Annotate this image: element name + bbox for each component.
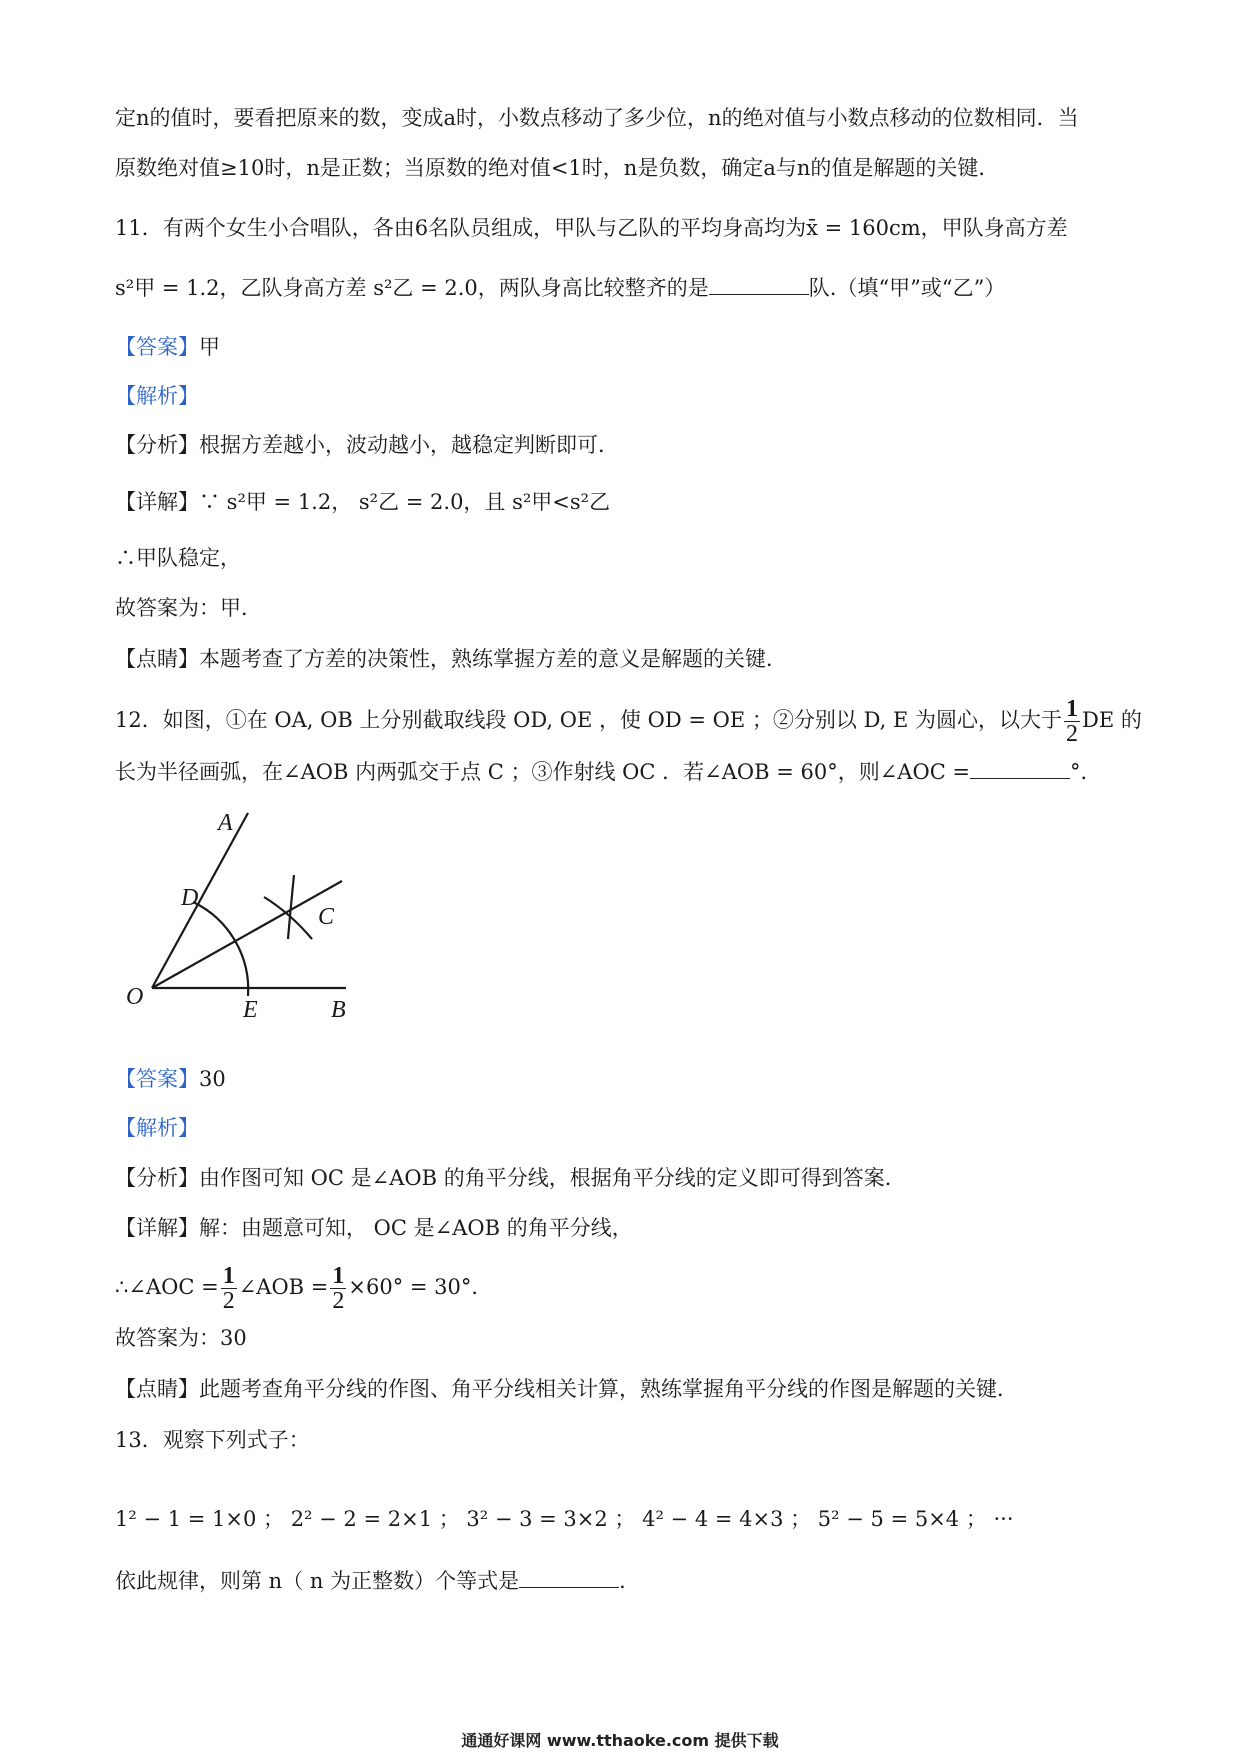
- q12-calc-frac-2: [330, 1264, 346, 1313]
- label-d: D: [181, 885, 199, 911]
- q11-dianjing-tag: 【点睛】: [115, 647, 199, 671]
- q11-fenxi-tag: 【分析】: [115, 433, 199, 457]
- arc-from-e: [288, 875, 294, 939]
- q12-stem-1a: 12．如图，①在 OA, OB 上分别截取线段 OD, OE ，使 OD = OE ；②分别以 D, E 为圆心，以大于: [115, 708, 1063, 732]
- q12-analysis-line: [115, 1113, 199, 1143]
- q11-analysis-line: [115, 381, 199, 411]
- q13-equations: 1² − 1 = 1×0 ； 2² − 2 = 2×1 ； 3² − 3 = 3×2 ； 4² − 4 = 4×3 ； 5² − 5 = 5×4 ； ···: [115, 1507, 1014, 1531]
- q12-xiangjie-line: [115, 1213, 633, 1243]
- q11-stem-line-2: [115, 273, 1005, 303]
- q11-answer-tag: 【答案】: [115, 335, 199, 359]
- q11-xiangjie-line: [115, 487, 610, 517]
- q12-fenxi: 由作图可知 OC 是∠AOB 的角平分线，根据角平分线的定义即可得到答案．: [199, 1166, 906, 1190]
- q11-stem-2b: 队.（填“甲”或“乙”）: [808, 276, 1006, 300]
- q11-dianjing: 本题考查了方差的决策性，熟练掌握方差的意义是解题的关键．: [199, 647, 787, 671]
- q13-ask-line: [115, 1566, 640, 1596]
- q12-stem-line-2: [115, 757, 1102, 787]
- q12-stem-line-1: [115, 697, 1142, 746]
- angle-bisector-figure: [118, 805, 378, 1035]
- q12-calc-frac-1-den: 2: [222, 1288, 235, 1314]
- q11-stem-line-1: 11．有两个女生小合唱队，各由6名队员组成，甲队与乙队的平均身高均为x̄ = 160cm，甲队身高方差: [115, 216, 1068, 240]
- q12-calc-frac-1: [221, 1264, 237, 1313]
- q12-dianjing-tag: 【点睛】: [115, 1377, 199, 1401]
- q12-answer-tag: 【答案】: [115, 1067, 199, 1091]
- q11-fenxi-line: [115, 430, 619, 460]
- q12-calc-a: ∴∠AOC =: [115, 1275, 219, 1299]
- q12-fenxi-line: [115, 1163, 906, 1193]
- q12-stem-1b: DE 的: [1082, 708, 1142, 732]
- q12-dianjing-line: [115, 1374, 1018, 1404]
- q11-dianjing-line: [115, 644, 787, 674]
- q12-calc-line: [115, 1258, 492, 1316]
- label-b: B: [331, 997, 346, 1023]
- q13-ask-a: 依此规律，则第 n（ n 为正整数）个等式是: [115, 1569, 520, 1593]
- q11-conclusion: 故答案为：甲．: [115, 596, 262, 620]
- q12-frac-num: 1: [1066, 696, 1079, 722]
- q12-calc-c: ×60° = 30°．: [348, 1275, 493, 1299]
- q12-answer: 30: [199, 1067, 226, 1091]
- q11-answer-line: [115, 332, 220, 362]
- q11-answer: 甲: [199, 335, 220, 359]
- q12-conclusion: 故答案为：30: [115, 1326, 247, 1350]
- q12-calc-b: ∠AOB =: [238, 1275, 329, 1299]
- q12-xiangjie-tag: 【详解】: [115, 1216, 199, 1240]
- q13-stem: 13．观察下列式子：: [115, 1428, 310, 1452]
- q12-answer-blank: [970, 758, 1070, 779]
- q11-fenxi: 根据方差越小，波动越小，越稳定判断即可．: [199, 433, 619, 457]
- q13-answer-blank: [519, 1567, 619, 1588]
- q12-dianjing: 此题考查角平分线的作图、角平分线相关计算，熟练掌握角平分线的作图是解题的关键．: [199, 1377, 1018, 1401]
- q12-calc-frac-1-num: 1: [222, 1263, 235, 1289]
- q12-fraction: [1064, 697, 1080, 746]
- label-o: O: [126, 984, 144, 1010]
- q11-stem-2a: s²甲 = 1.2，乙队身高方差 s²乙 = 2.0，两队身高比较整齐的是: [115, 276, 709, 300]
- label-e: E: [243, 997, 258, 1023]
- q13-ask-b: ．: [619, 1569, 641, 1593]
- q11-analysis-tag: 【解析】: [115, 384, 199, 408]
- label-a: A: [218, 810, 233, 836]
- q11-xiangjie-tag: 【详解】: [115, 490, 199, 514]
- q11-therefore: ∴甲队稳定，: [115, 546, 241, 570]
- q12-frac-den: 2: [1066, 721, 1079, 747]
- intro-line-1: 定n的值时，要看把原来的数，变成a时，小数点移动了多少位，n的绝对值与小数点移动的位数相同．当: [115, 106, 1079, 130]
- q11-xiangjie: ∵ s²甲 = 1.2， s²乙 = 2.0，且 s²甲<s²乙: [199, 490, 611, 514]
- q12-xiangjie: 解：由题意可知， OC 是∠AOB 的角平分线，: [199, 1216, 633, 1240]
- q11-answer-blank: [709, 274, 809, 295]
- q12-stem-2a: 长为半径画弧，在∠AOB 内两弧交于点 C ；③作射线 OC ．若∠AOB = 60°，则∠AOC =: [115, 760, 971, 784]
- intro-line-2: 原数绝对值≥10时，n是正数；当原数的绝对值<1时，n是负数，确定a与n的值是解题的关键．: [115, 156, 1000, 180]
- q12-calc-frac-2-num: 1: [332, 1263, 345, 1289]
- q12-calc-frac-2-den: 2: [332, 1288, 345, 1314]
- q12-answer-line: [115, 1064, 226, 1094]
- label-c: C: [318, 904, 335, 930]
- q12-fenxi-tag: 【分析】: [115, 1166, 199, 1190]
- q12-analysis-tag: 【解析】: [115, 1116, 199, 1140]
- page-footer: 通通好课网 www.tthaoke.com 提供下载: [461, 1731, 779, 1750]
- q12-stem-2b: °．: [1070, 760, 1102, 784]
